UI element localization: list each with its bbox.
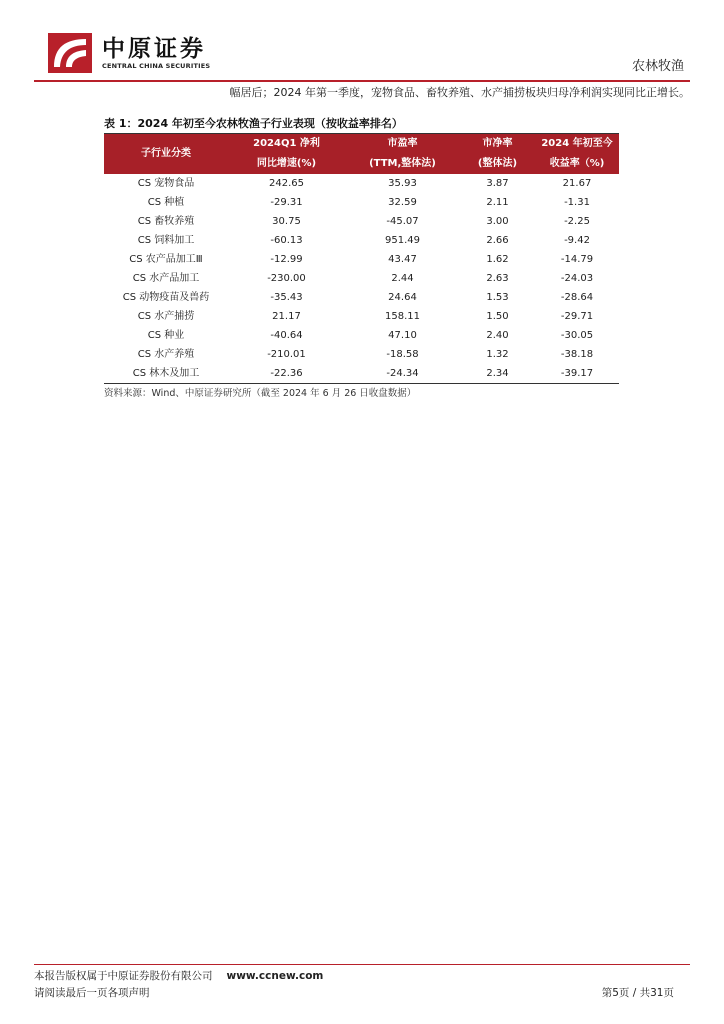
col-header-pe: 市盈率 (TTM,整体法): [345, 134, 460, 174]
col-header-subindustry: 子行业分类: [104, 134, 228, 174]
cell-ytd-return: -28.64: [560, 292, 594, 303]
table-header-row: [104, 134, 619, 174]
cell-pe: -45.07: [386, 216, 419, 227]
cell-pb: 3.87: [486, 178, 509, 189]
cell-profit-growth: -210.01: [267, 349, 306, 360]
cell-profit-growth: 30.75: [272, 216, 301, 227]
table-row: [104, 231, 619, 250]
cell-pe: -24.34: [386, 368, 419, 379]
cell-pb: 2.40: [486, 330, 509, 341]
cell-subindustry: CS 水产捕捞: [137, 311, 195, 322]
cell-ytd-return: -14.79: [560, 254, 594, 265]
cell-pb: 2.11: [486, 197, 509, 208]
table-row: [104, 345, 619, 364]
table-row: [104, 269, 619, 288]
cell-profit-growth: 242.65: [269, 178, 304, 189]
cell-ytd-return: 21.67: [562, 178, 592, 189]
brand-name-cn: 中原证券: [102, 36, 206, 62]
company-logo-icon: [48, 33, 92, 73]
cell-pe: -18.58: [386, 349, 419, 360]
table-row: [104, 364, 619, 383]
cell-pb: 2.63: [486, 273, 509, 284]
table-row: [104, 212, 619, 231]
footer-copyright: 本报告版权属于中原证券股份有限公司: [34, 970, 213, 982]
footer-url-link[interactable]: www.ccnew.com: [226, 970, 324, 982]
table-row: [104, 307, 619, 326]
cell-pe: 47.10: [388, 330, 417, 341]
cell-profit-growth: -29.31: [270, 197, 303, 208]
cell-ytd-return: -1.31: [564, 197, 590, 208]
cell-ytd-return: -9.42: [564, 235, 590, 246]
cell-ytd-return: -38.18: [560, 349, 594, 360]
footer-disclaimer: 请阅读最后一页各项声明: [34, 987, 150, 999]
table-row: [104, 288, 619, 307]
cell-ytd-return: -2.25: [564, 216, 590, 227]
cell-ytd-return: -39.17: [560, 368, 594, 379]
cell-ytd-return: -30.05: [560, 330, 594, 341]
footer-divider: [34, 964, 690, 965]
cell-ytd-return: -24.03: [560, 273, 594, 284]
cell-subindustry: CS 动物疫苗及兽药: [122, 292, 210, 303]
cell-subindustry: CS 农产品加工Ⅲ: [129, 254, 203, 265]
cell-profit-growth: -12.99: [270, 254, 303, 265]
cell-pe: 43.47: [388, 254, 417, 265]
cell-pe: 158.11: [385, 311, 420, 322]
cell-subindustry: CS 水产养殖: [137, 349, 195, 360]
cell-profit-growth: -35.43: [270, 292, 303, 303]
cell-subindustry: CS 畜牧养殖: [137, 216, 195, 227]
cell-pe: 35.93: [388, 178, 417, 189]
brand-name-en: CENTRAL CHINA SECURITIES: [102, 62, 211, 70]
cell-profit-growth: -22.36: [270, 368, 303, 379]
cell-pe: 24.64: [388, 292, 417, 303]
cell-subindustry: CS 宠物食品: [137, 178, 195, 189]
table-source-note: 资料来源：Wind、中原证券研究所（截至 2024 年 6 月 26 日收盘数据）: [104, 388, 417, 399]
table-row: [104, 326, 619, 345]
table-row: [104, 250, 619, 269]
table-row: [104, 193, 619, 212]
cell-pe: 951.49: [385, 235, 420, 246]
cell-pe: 2.44: [391, 273, 414, 284]
cell-profit-growth: -40.64: [270, 330, 303, 341]
header-divider: [34, 80, 690, 82]
cell-profit-growth: 21.17: [272, 311, 301, 322]
col-header-pb: 市净率 (整体法): [460, 134, 535, 174]
cell-profit-growth: -60.13: [270, 235, 303, 246]
cell-pb: 1.53: [486, 292, 509, 303]
cell-profit-growth: -230.00: [267, 273, 306, 284]
table-title: 表 1：2024 年初至今农林牧渔子行业表现（按收益率排名）: [104, 117, 403, 130]
footer-left: [34, 968, 323, 1002]
cell-ytd-return: -29.71: [560, 311, 594, 322]
cell-subindustry: CS 水产品加工: [132, 273, 200, 284]
table-row: [104, 174, 619, 193]
section-title: 农林牧渔: [631, 59, 684, 74]
cell-pb: 3.00: [486, 216, 509, 227]
cell-subindustry: CS 饲料加工: [137, 235, 195, 246]
cell-subindustry: CS 种植: [147, 197, 185, 208]
cell-pb: 1.32: [486, 349, 509, 360]
cell-pb: 2.34: [486, 368, 509, 379]
cell-pb: 1.50: [486, 311, 509, 322]
intro-paragraph: 幅居后；2024 年第一季度，宠物食品、畜牧养殖、水产捕捞板块归母净利润实现同比正增长。: [229, 86, 690, 99]
page-number: 第5页 / 共31页: [601, 987, 674, 999]
cell-subindustry: CS 种业: [147, 330, 185, 341]
cell-pb: 2.66: [486, 235, 509, 246]
col-header-ytd-return: 2024 年初至今 收益率（%): [535, 134, 619, 174]
table-bottom-rule: [104, 383, 619, 384]
cell-pb: 1.62: [486, 254, 509, 265]
cell-subindustry: CS 林木及加工: [132, 368, 200, 379]
cell-pe: 32.59: [388, 197, 417, 208]
subindustry-table: [104, 133, 619, 384]
col-header-profit-growth: 2024Q1 净利 同比增速(%): [228, 134, 345, 174]
